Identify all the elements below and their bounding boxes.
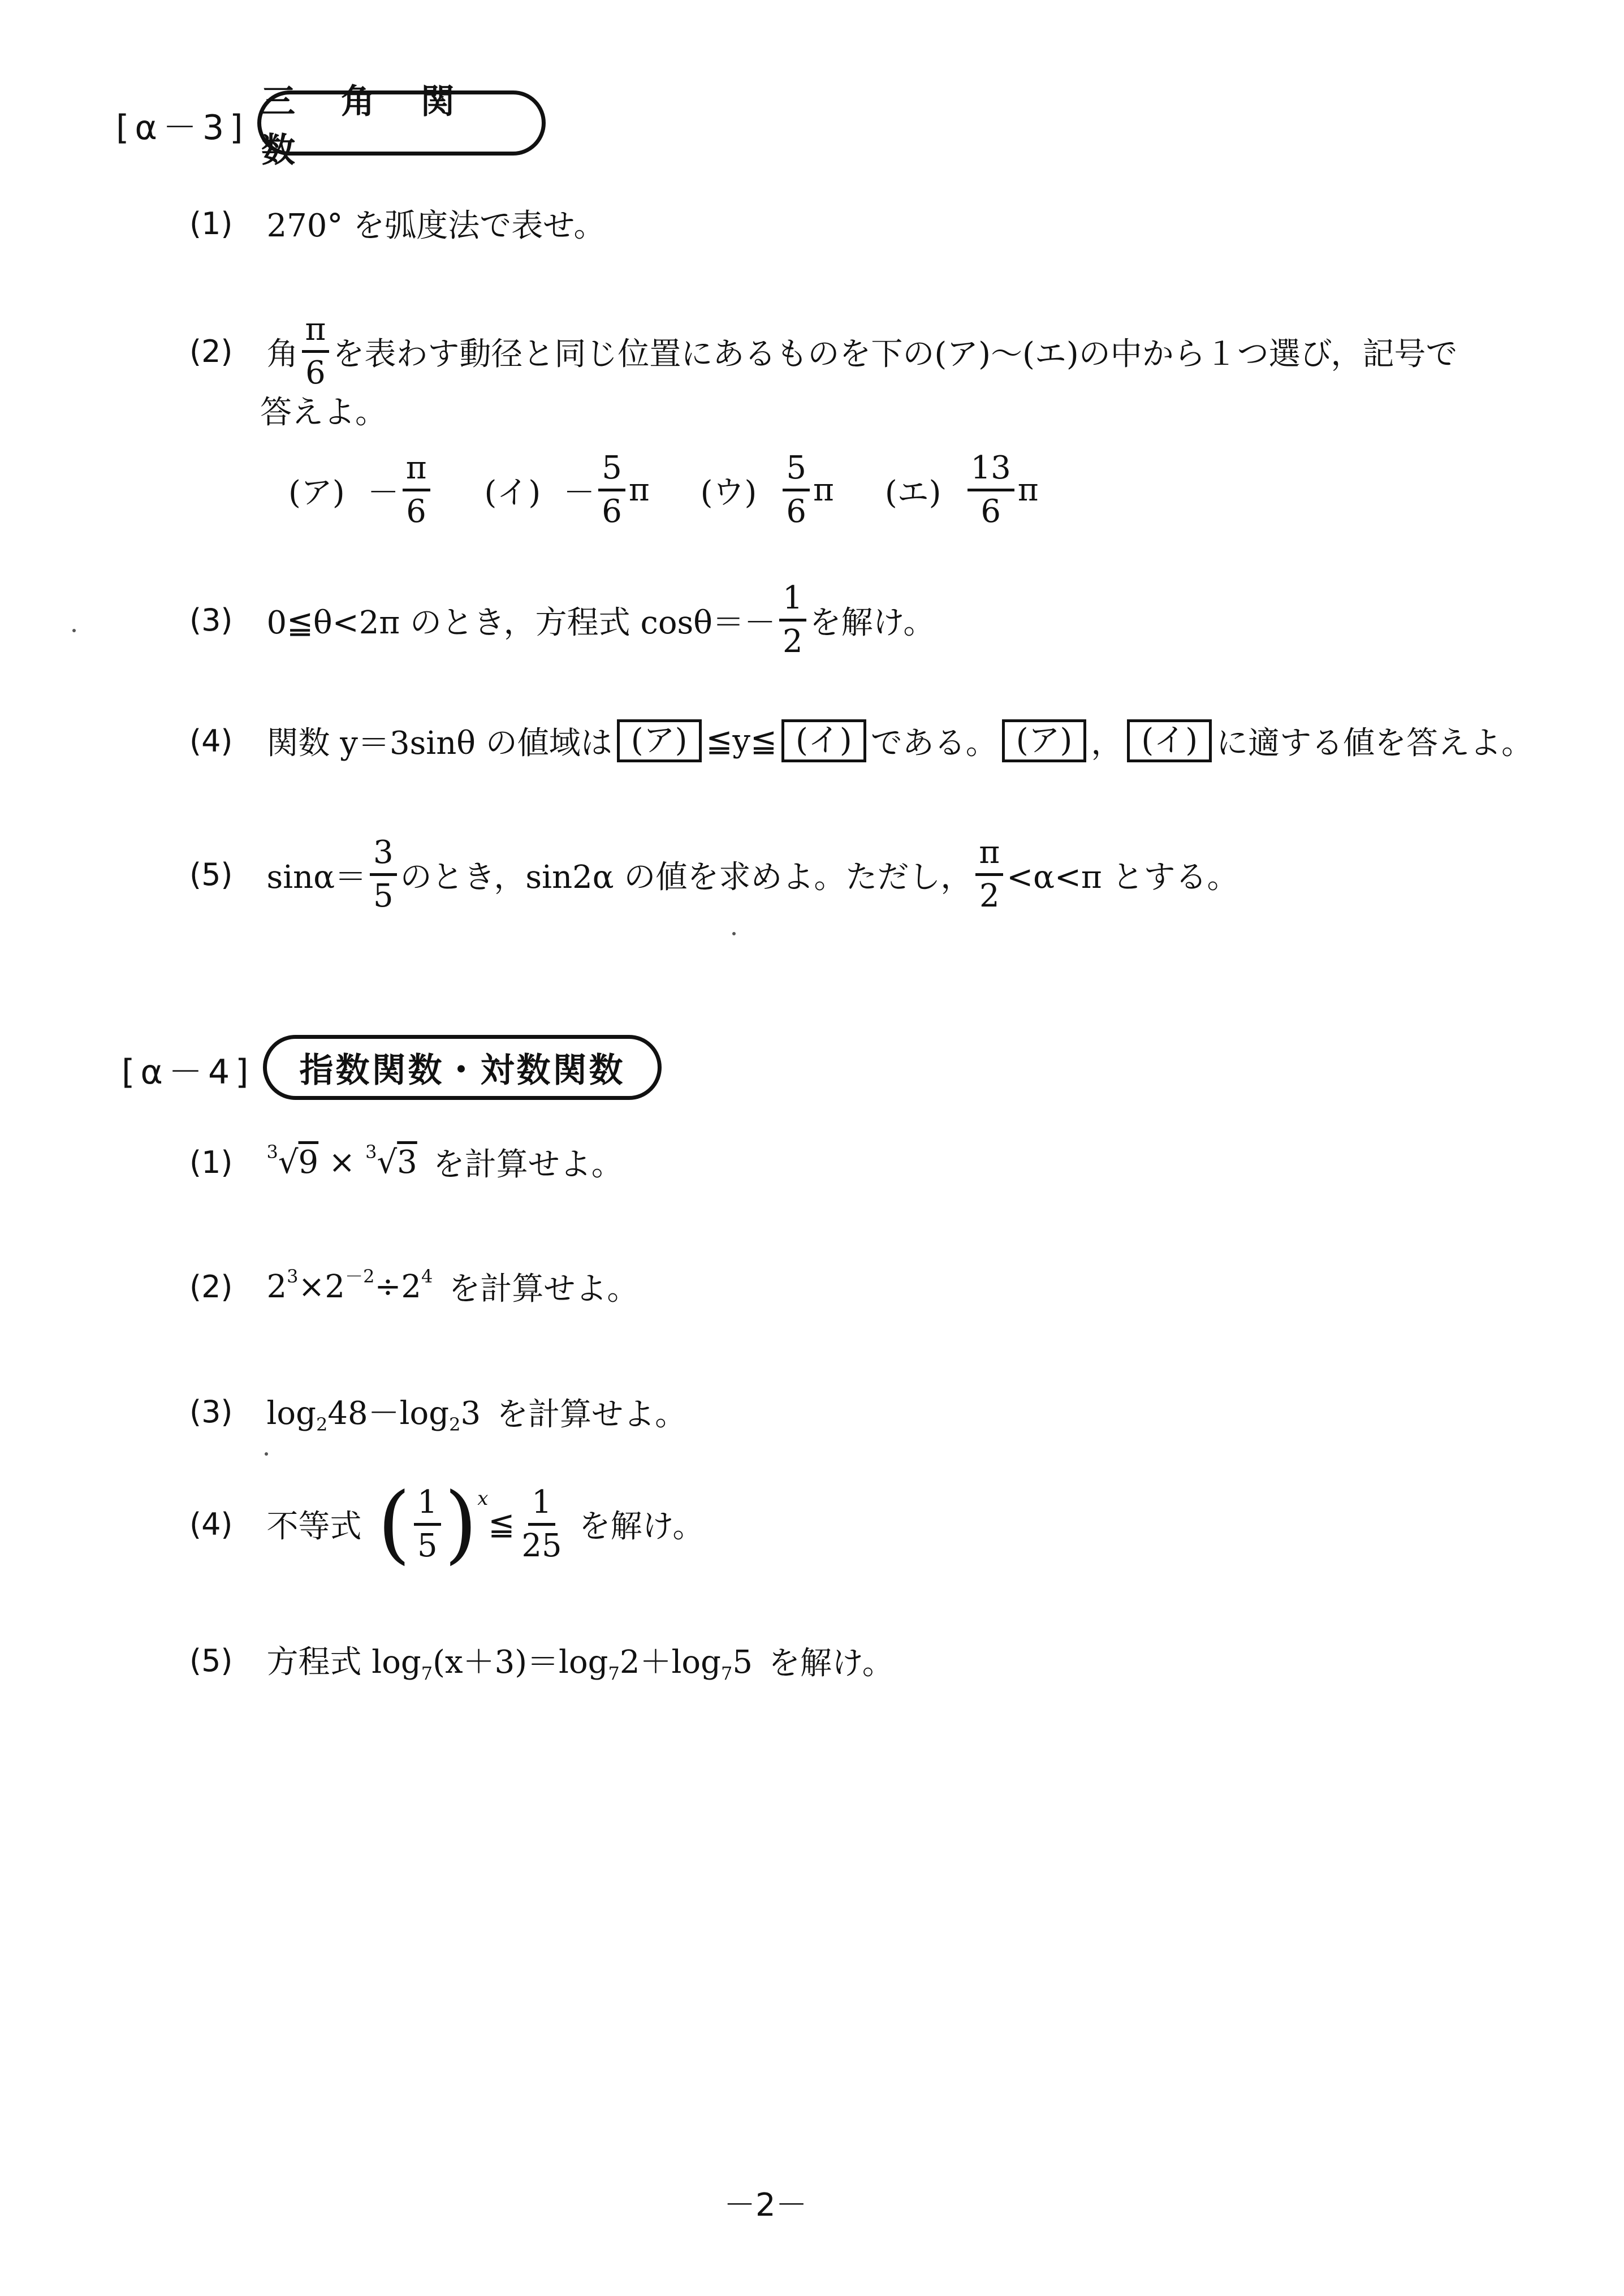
problem-text: 不等式	[266, 1508, 362, 1545]
problem-number: (3)	[189, 1394, 233, 1430]
fraction: $\frac{\pi}{2}$	[975, 837, 1003, 912]
choice-a: (ア) － $\frac{\pi}{6}$	[288, 452, 434, 528]
problem-text: のとき，sin2α の値を求めよ。ただし，	[400, 858, 973, 896]
problem-number: (3)	[189, 602, 233, 638]
problem-text: 角	[266, 335, 299, 373]
section-title-exp-log	[263, 1035, 662, 1100]
problem-number: (5)	[189, 857, 233, 892]
choices-row	[288, 452, 1039, 528]
fraction: $\frac{1}{2}$	[779, 582, 806, 658]
problem-text: を解け。	[768, 1645, 894, 1682]
scan-speck	[265, 1452, 268, 1456]
problem-3-4	[189, 718, 1533, 763]
problem-3-1	[189, 201, 606, 246]
problem-text: 関数 y＝3sinθ の値域は	[266, 725, 612, 762]
answer-box-a: (ア)	[617, 719, 702, 762]
section-title-trig	[257, 81, 546, 170]
cube-root-3: $^3$√3	[365, 1141, 417, 1181]
choice-b: (イ) － $\frac{5}{6}$ π	[484, 450, 650, 530]
problem-3-2-line2: 答えよ。	[260, 394, 387, 431]
problem-4-2	[189, 1264, 638, 1309]
fraction: $\frac{1}{5}$	[414, 1487, 441, 1562]
fraction: $\frac{3}{5}$	[370, 837, 397, 912]
problem-4-5	[189, 1637, 894, 1684]
expression: 方程式 $\log_7(x+3)=\log_72+\log_75$	[266, 1644, 753, 1685]
exponent: x	[477, 1487, 489, 1510]
problem-text: を解け。	[578, 1508, 705, 1545]
times: ×	[329, 1143, 356, 1181]
fraction: $\frac{\pi}{6}$	[302, 314, 330, 389]
inequality-text: ≦y≦	[706, 722, 777, 759]
right-paren: )	[444, 1475, 478, 1573]
fraction: $\frac{1}{25}$	[521, 1483, 562, 1564]
expression: $2^3\times 2^{-2}\div 2^4$	[266, 1265, 433, 1305]
problem-number: (4)	[189, 723, 233, 759]
problem-text: を計算せよ。	[448, 1271, 639, 1307]
problem-4-4	[189, 1475, 705, 1573]
left-paren: (	[377, 1475, 411, 1573]
section-title-text: 三 角 関 数	[261, 81, 472, 170]
problem-text: を計算せよ。	[496, 1396, 687, 1433]
section-title-text: 指数関数・対数関数	[299, 1050, 625, 1090]
problem-number: (2)	[189, 1268, 233, 1305]
page-number: －2－	[724, 2187, 807, 2224]
problem-text: である。	[870, 725, 997, 762]
scan-speck	[732, 932, 736, 935]
problem-text: を解け。	[809, 604, 935, 641]
answer-box-b-ref: (イ)	[1127, 719, 1212, 762]
problem-text: 0≦θ<2π のとき，方程式 cosθ＝－	[266, 604, 776, 641]
problem-number: (2)	[189, 334, 233, 369]
problem-text: sinα＝	[266, 858, 367, 896]
expression: $\log_248-\log_23$	[266, 1395, 481, 1436]
problem-4-1	[189, 1140, 623, 1185]
problem-number: (1)	[189, 205, 233, 241]
problem-number: (1)	[189, 1144, 233, 1180]
relation: ≦	[488, 1505, 515, 1543]
problem-number: (5)	[189, 1643, 233, 1679]
answer-box-a-ref: (ア)	[1002, 719, 1087, 762]
problem-3-2	[189, 311, 1458, 391]
scan-speck	[72, 629, 76, 632]
section-label-alpha3: [α－3]	[116, 108, 249, 148]
problem-4-3	[189, 1388, 686, 1435]
problem-text: に適する値を答えよ。	[1216, 725, 1534, 762]
problem-3-3	[189, 582, 935, 658]
answer-box-b: (イ)	[781, 719, 866, 762]
problem-text: <α<π とする。	[1007, 858, 1239, 896]
comma: ，	[1091, 725, 1123, 762]
problem-3-5	[189, 834, 1239, 914]
choice-c: (ウ) $\frac{5}{6}$ π	[700, 450, 834, 530]
problem-number: (4)	[189, 1506, 233, 1542]
problem-text: を計算せよ。	[433, 1146, 623, 1183]
choice-d: (エ) $\frac{13}{6}$ π	[884, 450, 1039, 530]
problem-text: を表わす動径と同じ位置にあるものを下の(ア)～(エ)の中から１つ選び，記号で	[332, 335, 1458, 373]
problem-text: 270° を弧度法で表せ。	[266, 208, 606, 244]
cube-root-9: $^3$√9	[266, 1141, 319, 1181]
section-label-alpha4: [α－4]	[122, 1052, 254, 1092]
